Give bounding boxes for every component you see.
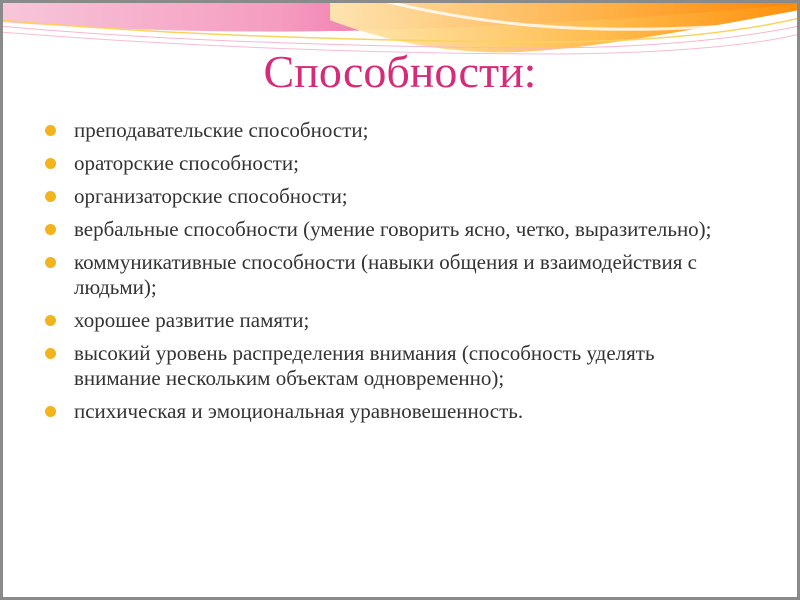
bullet-dot-icon [45,224,56,235]
list-item [42,184,742,209]
list-item-text: организаторские способности; [74,184,348,208]
list-item [42,151,742,176]
list-item [42,217,742,242]
bullet-dot-icon [45,191,56,202]
list-item-text: коммуникативные способности (навыки общения и взаимодействия с людьми); [74,250,697,299]
list-item [42,308,742,333]
bullet-dot-icon [45,158,56,169]
bullet-dot-icon [45,315,56,326]
list-item [42,250,742,300]
slide-title: Способности: [263,46,537,97]
list-item-text: вербальные способности (умение говорить ясно, четко, выразительно); [74,217,712,241]
list-item-text: ораторские способности; [74,151,299,175]
bullet-list [42,118,742,432]
list-item [42,118,742,143]
bullet-dot-icon [45,348,56,359]
bullet-dot-icon [45,406,56,417]
bullet-dot-icon [45,125,56,136]
list-item [42,399,742,424]
list-item-text: высокий уровень распределения внимания (способность уделять внимание нескольким объектам одновременно); [74,341,655,390]
list-item-text: хорошее развитие памяти; [74,308,310,332]
list-item-text: психическая и эмоциональная уравновешенность. [74,399,524,423]
bullet-dot-icon [45,257,56,268]
list-item-text: преподавательские способности; [74,118,369,142]
list-item [42,341,742,391]
